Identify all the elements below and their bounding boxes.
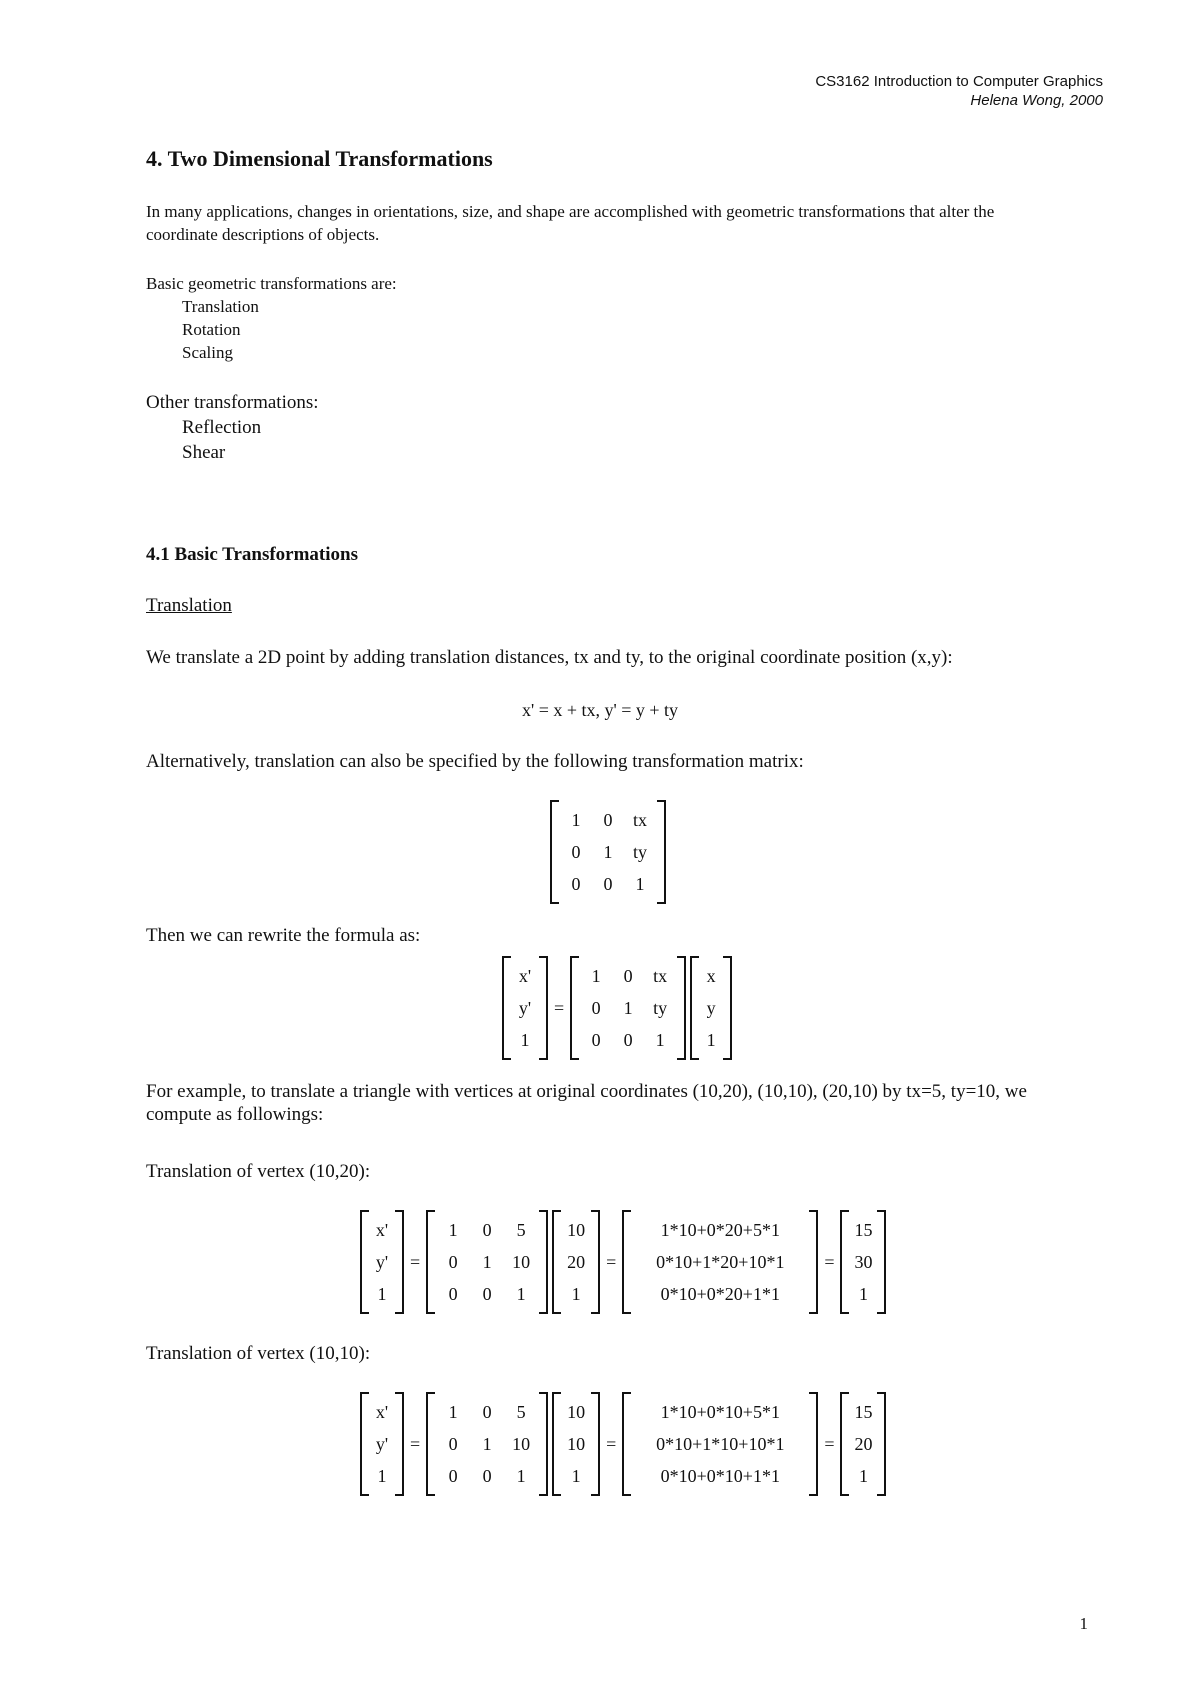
result-vector [502,956,548,1060]
matrix-cell: 1 [516,1466,526,1486]
equals-sign: = [606,1251,617,1272]
matrix-cell: 0 [571,842,581,862]
translate-paragraph: We translate a 2D point by adding translation distances, tx and ty, to the original coordinate position (x,y): [146,647,953,668]
matrix-cell: 5 [516,1220,526,1240]
page-number: 1 [1079,1614,1088,1633]
list-item: Rotation [182,320,241,339]
matrix-cell: 0 [482,1466,492,1486]
course-title: CS3162 Introduction to Computer Graphics [815,73,1103,90]
basic-transformations-list [146,272,397,364]
list-item: Shear [182,442,226,463]
matrix-cell: 1 [482,1252,492,1272]
equals-sign: = [554,997,565,1018]
matrix-cell: ty [632,842,647,862]
equals-sign: = [410,1433,421,1454]
vector-cell: 1 [858,1284,868,1304]
vector-cell: 1 [858,1466,868,1486]
matrix-cell: 0 [448,1466,458,1486]
vector-cell: 0*10+0*10+1*1 [660,1466,780,1486]
input-vector [552,1210,600,1314]
rewrite-paragraph: Then we can rewrite the formula as: [146,925,421,946]
example-paragraph: For example, to translate a triangle with vertices at original coordinates (10,20), (10,10), (20,10) by tx=5, ty=10, we compute as followings: [146,1081,1027,1125]
vector-cell: 1 [706,1030,716,1050]
matrix-cell: 10 [512,1252,531,1272]
other-label: Other transformations: [146,392,319,413]
matrix-cell: 0 [603,874,613,894]
vector-cell: 15 [854,1402,873,1422]
equals-sign: = [410,1251,421,1272]
calculation-vector [622,1392,818,1496]
matrix-cell: 0 [571,874,581,894]
matrix-cell: 0 [448,1434,458,1454]
matrix-3x3 [550,800,666,904]
equals-sign: = [824,1251,835,1272]
translation-matrix [550,800,666,904]
matrix-cell: 1 [591,966,601,986]
page-header [815,72,1103,110]
vector-cell: 30 [854,1252,873,1272]
matrix-cell: 1 [571,810,581,830]
equals-sign: = [606,1433,617,1454]
vector-cell: y [706,998,716,1018]
matrix-3x3 [426,1392,548,1496]
vector-cell: x' [375,1402,389,1422]
vector-cell: y' [375,1252,389,1272]
author-line: Helena Wong, 2000 [970,92,1103,109]
vector-cell: x' [375,1220,389,1240]
matrix-cell: tx [653,966,668,986]
vector-cell: 1 [377,1466,387,1486]
vector-cell: 0*10+0*20+1*1 [660,1284,780,1304]
result-values-vector [840,1210,886,1314]
vector-cell: 15 [854,1220,873,1240]
matrix-cell: 1 [635,874,645,894]
vector-cell: 0*10+1*20+10*1 [656,1252,785,1272]
matrix-cell: 0 [623,1030,633,1050]
vector-cell: 1*10+0*20+5*1 [660,1220,780,1240]
matrix-cell: 0 [482,1402,492,1422]
matrix-cell: 1 [448,1402,458,1422]
matrix-cell: 5 [516,1402,526,1422]
vector-cell: 10 [567,1434,586,1454]
matrix-cell: 0 [623,966,633,986]
vector-cell: 1 [520,1030,530,1050]
vector-cell: x [706,966,716,986]
vector-cell: 1*10+0*10+5*1 [660,1402,780,1422]
result-vector [360,1392,404,1496]
vector-cell: 1 [571,1284,581,1304]
matrix-cell: 1 [623,998,633,1018]
input-vector [552,1392,600,1496]
list-item: Reflection [182,417,262,438]
matrix-cell: 1 [448,1220,458,1240]
vector-cell: y' [518,998,532,1018]
matrix-cell: 1 [482,1434,492,1454]
calculation-vector [622,1210,818,1314]
vector-cell: 0*10+1*10+10*1 [656,1434,785,1454]
matrix-cell: tx [632,810,647,830]
result-vector [360,1210,404,1314]
matrix-cell: 1 [655,1030,665,1050]
input-vector [690,956,732,1060]
vector-cell: y' [375,1434,389,1454]
matrix-cell: 0 [448,1252,458,1272]
matrix-cell: 0 [603,810,613,830]
example2-equation [360,1392,886,1496]
matrix-cell: 0 [591,998,601,1018]
subsection-title: Translation [146,595,232,616]
matrix-cell: 1 [603,842,613,862]
matrix-3x3 [426,1210,548,1314]
intro-paragraph: In many applications, changes in orientations, size, and shape are accomplished with geometric transformations that alter the coordinate descriptions of objects. [146,202,995,244]
example2-label: Translation of vertex (10,10): [146,1343,371,1364]
section-title: 4.1 Basic Transformations [146,544,358,565]
matrix-cell: 0 [448,1284,458,1304]
vector-cell: 10 [567,1220,586,1240]
matrix-3x3 [570,956,686,1060]
result-values-vector [840,1392,886,1496]
matrix-cell: 0 [482,1220,492,1240]
alternative-paragraph: Alternatively, translation can also be specified by the following transformation matrix: [146,751,804,772]
matrix-cell: 0 [591,1030,601,1050]
list-item: Scaling [182,343,233,362]
matrix-cell: ty [653,998,668,1018]
example1-label: Translation of vertex (10,20): [146,1161,371,1182]
matrix-cell: 0 [482,1284,492,1304]
vector-cell: 20 [854,1434,873,1454]
vector-cell: 1 [377,1284,387,1304]
other-transformations-list [146,390,319,465]
chapter-title: 4. Two Dimensional Transformations [146,146,493,171]
list-item: Translation [182,297,259,316]
example1-equation [360,1210,886,1314]
matrix-equation [502,956,732,1060]
vector-cell: x' [518,966,532,986]
vector-cell: 1 [571,1466,581,1486]
vector-cell: 10 [567,1402,586,1422]
translation-equation: x' = x + tx, y' = y + ty [521,700,679,720]
basic-label: Basic geometric transformations are: [146,274,397,293]
matrix-cell: 1 [516,1284,526,1304]
matrix-cell: 10 [512,1434,531,1454]
vector-cell: 20 [567,1252,586,1272]
equals-sign: = [824,1433,835,1454]
